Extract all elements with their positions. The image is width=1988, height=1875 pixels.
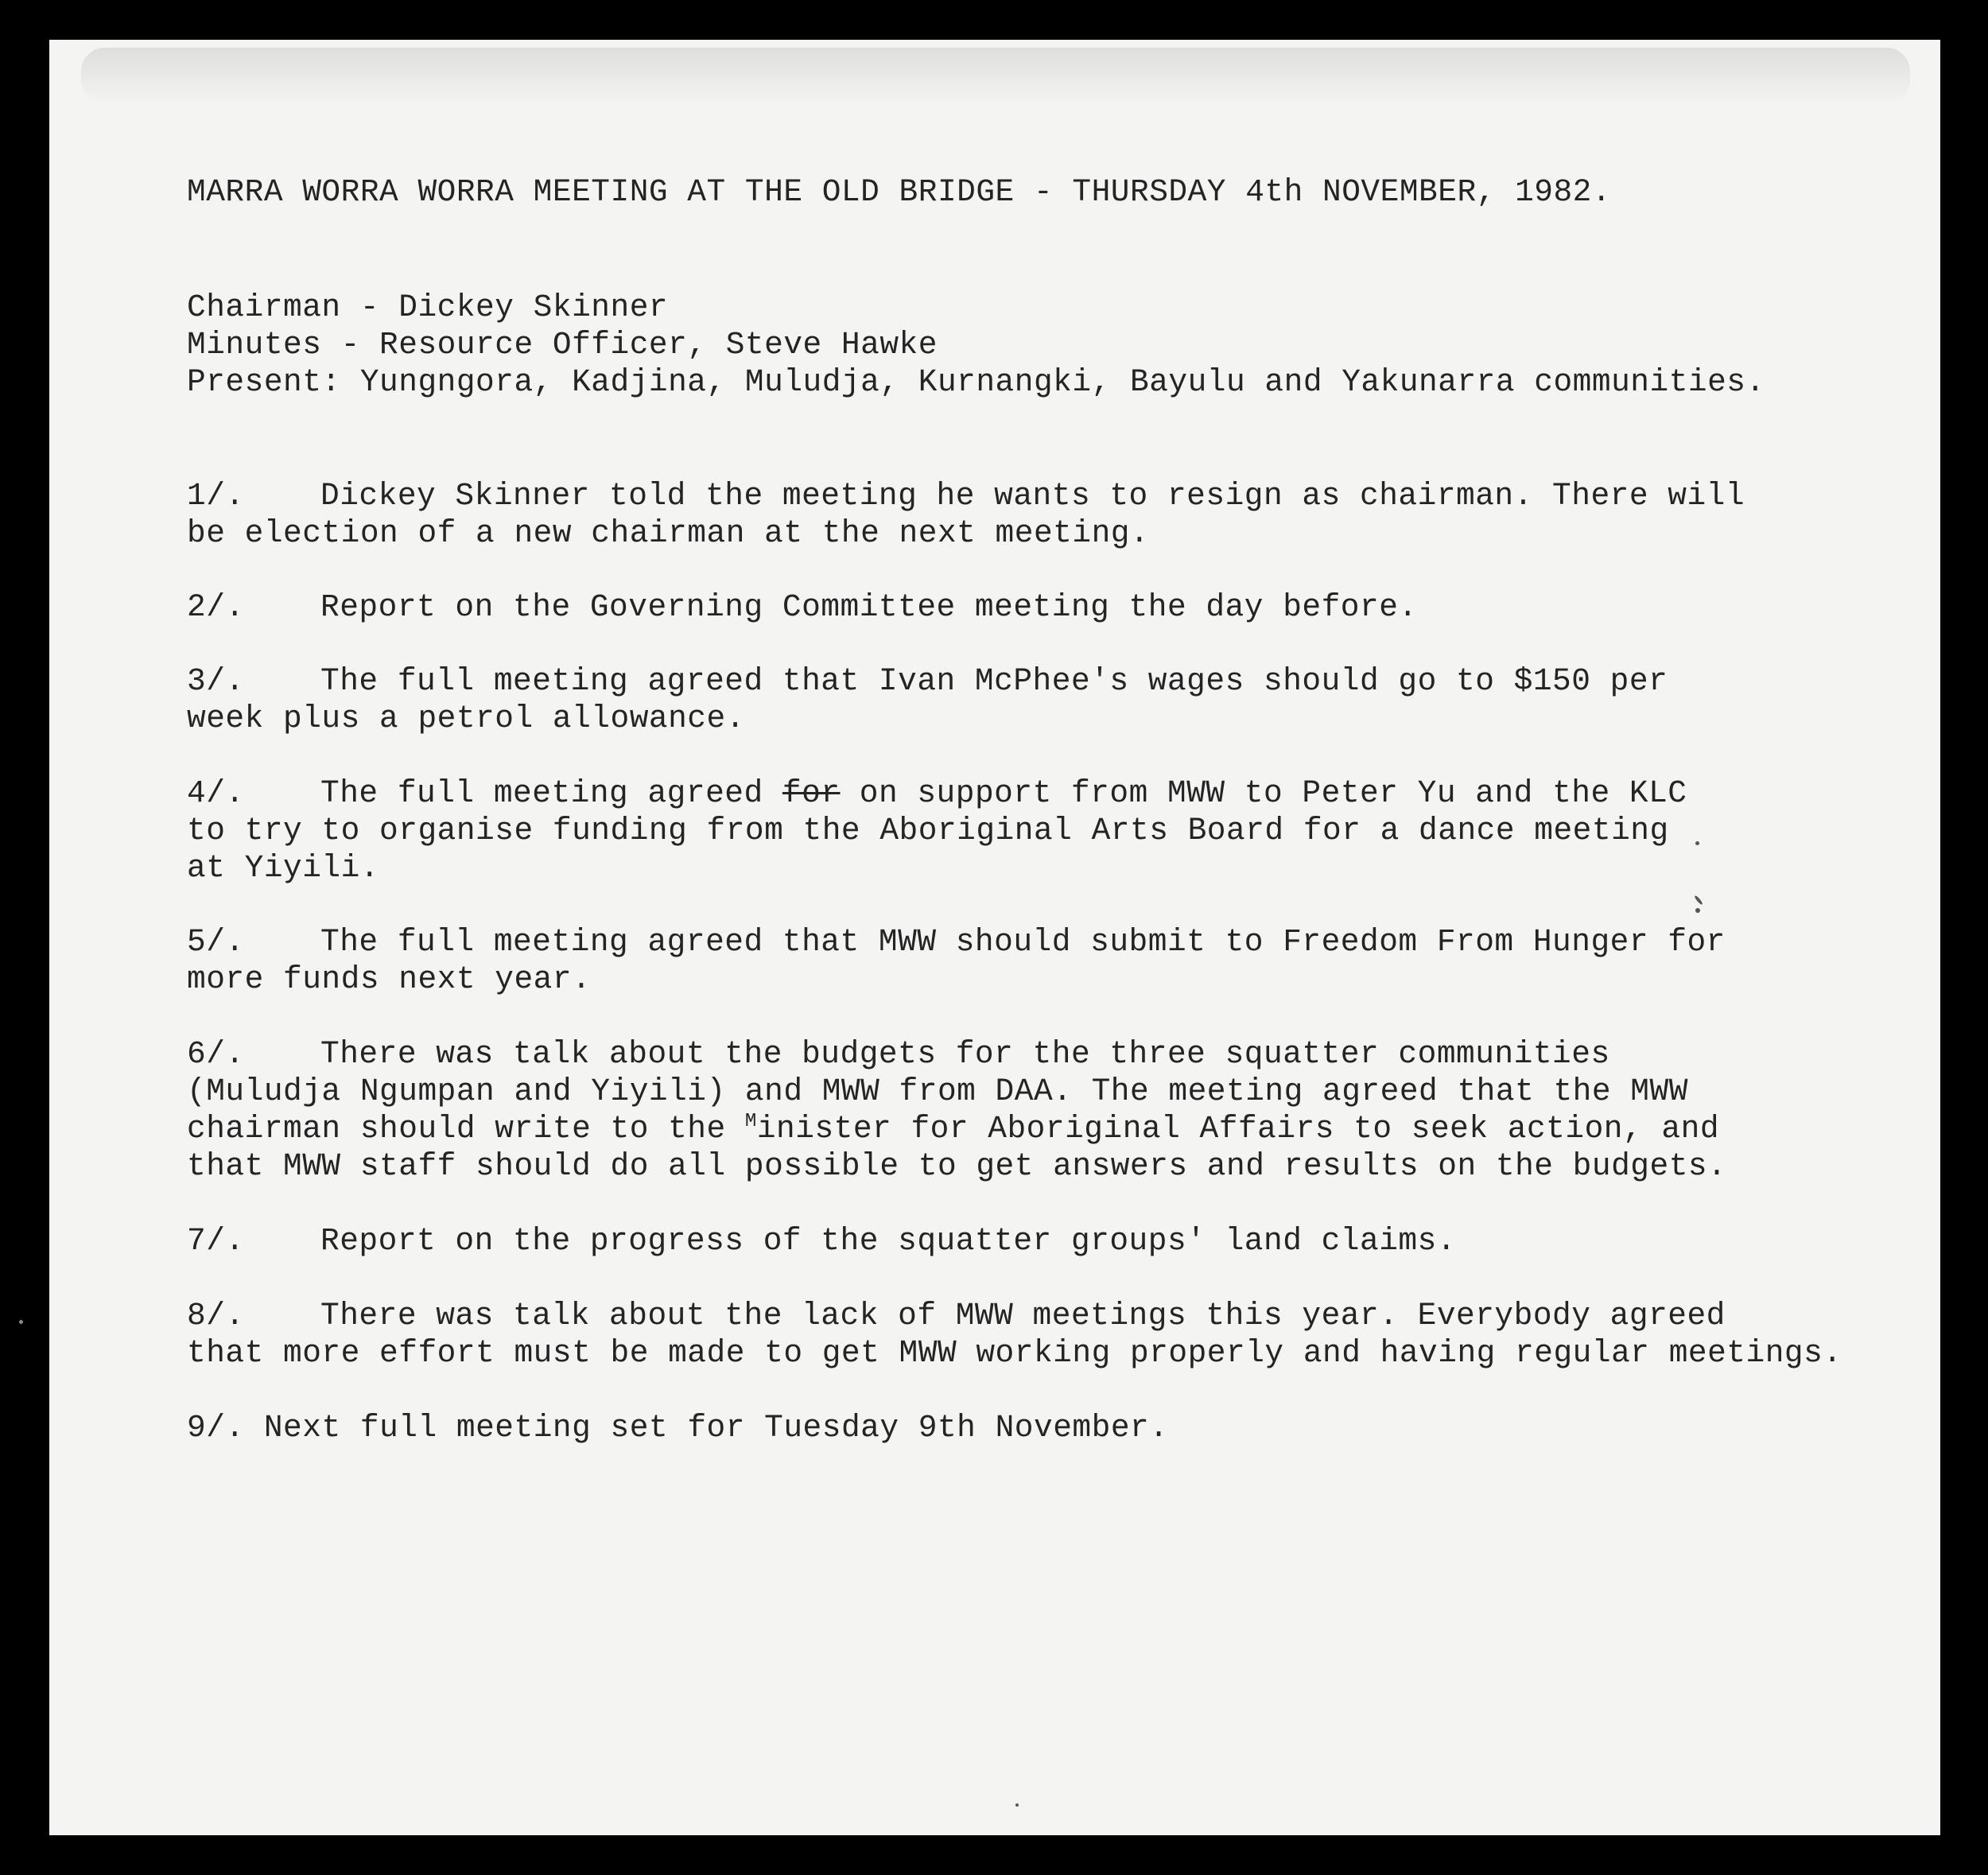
item-3-line-1 bbox=[187, 662, 1668, 700]
item-text: Next full meeting set for Tuesday 9th November. bbox=[263, 1410, 1169, 1446]
scan-speck bbox=[1694, 895, 1703, 905]
scan-speck bbox=[1015, 1803, 1019, 1807]
item-1-line-1 bbox=[187, 477, 1745, 514]
item-number: 9/. bbox=[187, 1410, 245, 1446]
item-8-line-2: that more effort must be made to get MWW working properly and having regular meetings. bbox=[187, 1335, 1842, 1371]
item-4-line-2: to try to organise funding from the Aboriginal Arts Board for a dance meeting bbox=[187, 813, 1669, 848]
item-number: 4/. bbox=[187, 775, 245, 811]
item-number: 5/. bbox=[187, 924, 245, 960]
item-text: There was talk about the budgets for the three squatter communities bbox=[320, 1036, 1610, 1072]
item-text: Report on the progress of the squatter groups' land claims. bbox=[320, 1223, 1457, 1259]
header-minutes: Minutes - Resource Officer, Steve Hawke bbox=[187, 327, 938, 363]
item-text: The full meeting agreed that MWW should submit to Freedom From Hunger for bbox=[320, 924, 1726, 960]
item-number: 7/. bbox=[187, 1223, 245, 1259]
item-7-line-1 bbox=[187, 1222, 1456, 1260]
item-6-line-1 bbox=[187, 1035, 1610, 1073]
item-1-line-2: be election of a new chairman at the next meeting. bbox=[187, 515, 1150, 551]
item-text: Dickey Skinner told the meeting he wants to resign as chairman. There will bbox=[320, 478, 1745, 514]
item-8-line-1 bbox=[187, 1297, 1726, 1334]
item-6-line-4: that MWW staff should do all possible to get answers and results on the budgets. bbox=[187, 1148, 1727, 1184]
struck-out-text: for bbox=[782, 775, 841, 811]
item-9-line-1 bbox=[187, 1409, 1168, 1446]
item-2-line-1 bbox=[187, 588, 1418, 626]
superscript-letter: M bbox=[744, 1111, 757, 1132]
item-number: 1/. bbox=[187, 478, 245, 514]
scan-speck bbox=[1695, 841, 1699, 845]
scan-speck bbox=[19, 1320, 23, 1324]
item-number: 3/. bbox=[187, 663, 245, 699]
scan-smudge bbox=[81, 48, 1910, 103]
item-6-line-3 bbox=[187, 1110, 1719, 1151]
header-chairman: Chairman - Dickey Skinner bbox=[187, 289, 669, 325]
item-5-line-1 bbox=[187, 923, 1726, 961]
item-5-line-2: more funds next year. bbox=[187, 961, 592, 997]
header-present: Present: Yungngora, Kadjina, Muludja, Kurnangki, Bayulu and Yakunarra communities. bbox=[187, 364, 1765, 400]
item-4-line-3: at Yiyili. bbox=[187, 850, 380, 886]
item-text: chairman should write to the bbox=[187, 1111, 745, 1147]
document-title: MARRA WORRA WORRA MEETING AT THE OLD BRIDGE - THURSDAY 4th NOVEMBER, 1982. bbox=[187, 174, 1612, 210]
item-text: The full meeting agreed that Ivan McPhee's wages should go to $150 per bbox=[320, 663, 1668, 699]
item-text: The full meeting agreed bbox=[320, 775, 782, 811]
item-text: inister for Aboriginal Affairs to seek action, and bbox=[756, 1111, 1720, 1147]
item-text: on support from MWW to Peter Yu and the KLC bbox=[840, 775, 1687, 811]
item-6-line-2: (Muludja Ngumpan and Yiyili) and MWW from DAA. The meeting agreed that the MWW bbox=[187, 1073, 1688, 1109]
item-4-line-1 bbox=[187, 774, 1687, 812]
item-text: Report on the Governing Committee meeting the day before. bbox=[320, 589, 1418, 625]
document-page bbox=[49, 40, 1940, 1835]
scan-speck bbox=[1695, 908, 1700, 913]
item-number: 6/. bbox=[187, 1036, 245, 1072]
item-number: 2/. bbox=[187, 589, 245, 625]
item-text: There was talk about the lack of MWW meetings this year. Everybody agreed bbox=[320, 1298, 1726, 1333]
item-3-line-2: week plus a petrol allowance. bbox=[187, 701, 745, 736]
item-number: 8/. bbox=[187, 1298, 245, 1333]
